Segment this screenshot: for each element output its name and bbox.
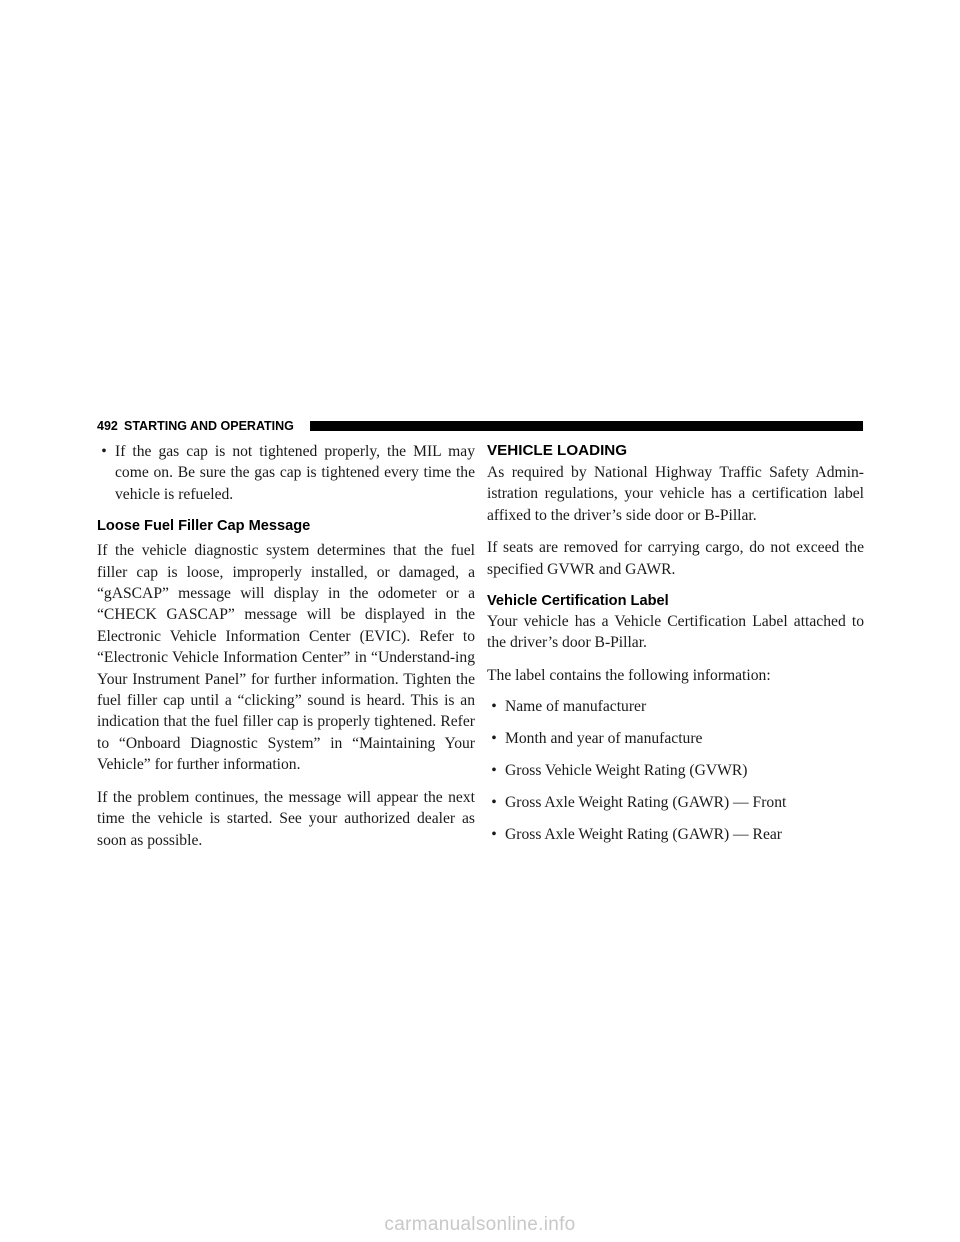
bullet-icon: • xyxy=(491,762,497,780)
page-number: 492 xyxy=(97,419,118,433)
bullet-icon: • xyxy=(491,730,497,748)
list-item xyxy=(487,696,864,717)
loose-cap-heading: Loose Fuel Filler Cap Message xyxy=(97,518,311,535)
page-header xyxy=(97,419,863,433)
gas-cap-bullet xyxy=(97,441,475,505)
loose-cap-paragraph: If the vehicle diagnostic system determines that the fuel filler cap is loose, improperly installed, or damaged, a “gASCAP” message will display in the odometer or a “CHECK GASCAP” message will be displayed in the Electronic Vehicle Information Center (EVIC). Refer to “Electronic Vehicle Information Center” in “Understand-ing Your Instrument Panel” for further information. Tighten the fuel filler cap until a “clicking” sound is heard. This is an indication that the fuel filler cap is properly tightened. Refer to “Onboard Diagnostic System” in “Maintaining Your Vehicle” for further information. xyxy=(97,542,475,774)
vehicle-loading-heading: VEHICLE LOADING xyxy=(487,442,628,459)
problem-continues-paragraph: If the problem continues, the message will appear the next time the vehicle is started. See your authorized dealer as soon as possible. xyxy=(97,788,475,849)
certification-label-paragraph: Your vehicle has a Vehicle Certification Label attached to the driver’s door B-Pillar. xyxy=(487,613,864,652)
certification-label-heading: Vehicle Certification Label xyxy=(487,593,669,610)
bullet-icon: • xyxy=(491,698,497,716)
section-title: STARTING AND OPERATING xyxy=(124,419,294,433)
list-item xyxy=(487,728,864,749)
list-item-text: Gross Axle Weight Rating (GAWR) — Rear xyxy=(505,825,782,843)
bullet-text: If the gas cap is not tightened properly, the MIL may come on. Be sure the gas cap is tightened every time the vehicle is refueled. xyxy=(115,443,475,503)
label-contains-paragraph: The label contains the following information: xyxy=(487,666,771,684)
watermark: carmanualsonline.info xyxy=(384,1214,576,1235)
list-item-text: Name of manufacturer xyxy=(505,698,647,716)
list-item xyxy=(487,760,864,781)
left-column xyxy=(97,441,475,851)
list-item-text: Gross Axle Weight Rating (GAWR) — Front xyxy=(505,793,787,811)
bullet-icon: • xyxy=(491,793,497,811)
list-item-text: Gross Vehicle Weight Rating (GVWR) xyxy=(505,762,748,780)
header-rule xyxy=(310,421,863,431)
list-item xyxy=(487,824,864,845)
bullet-icon: • xyxy=(101,443,107,460)
list-item-text: Month and year of manufacture xyxy=(505,730,703,748)
list-item xyxy=(487,792,864,813)
bullet-icon: • xyxy=(491,825,497,843)
right-column xyxy=(487,441,864,856)
label-info-list xyxy=(487,696,864,845)
seats-removed-paragraph: If seats are removed for carrying cargo, do not exceed the specified GVWR and GAWR. xyxy=(487,539,864,578)
regulations-paragraph: As required by National Highway Traffic Safety Admin-istration regulations, your vehicle has a certification label affixed to the driver’s side door or B-Pillar. xyxy=(487,464,864,524)
